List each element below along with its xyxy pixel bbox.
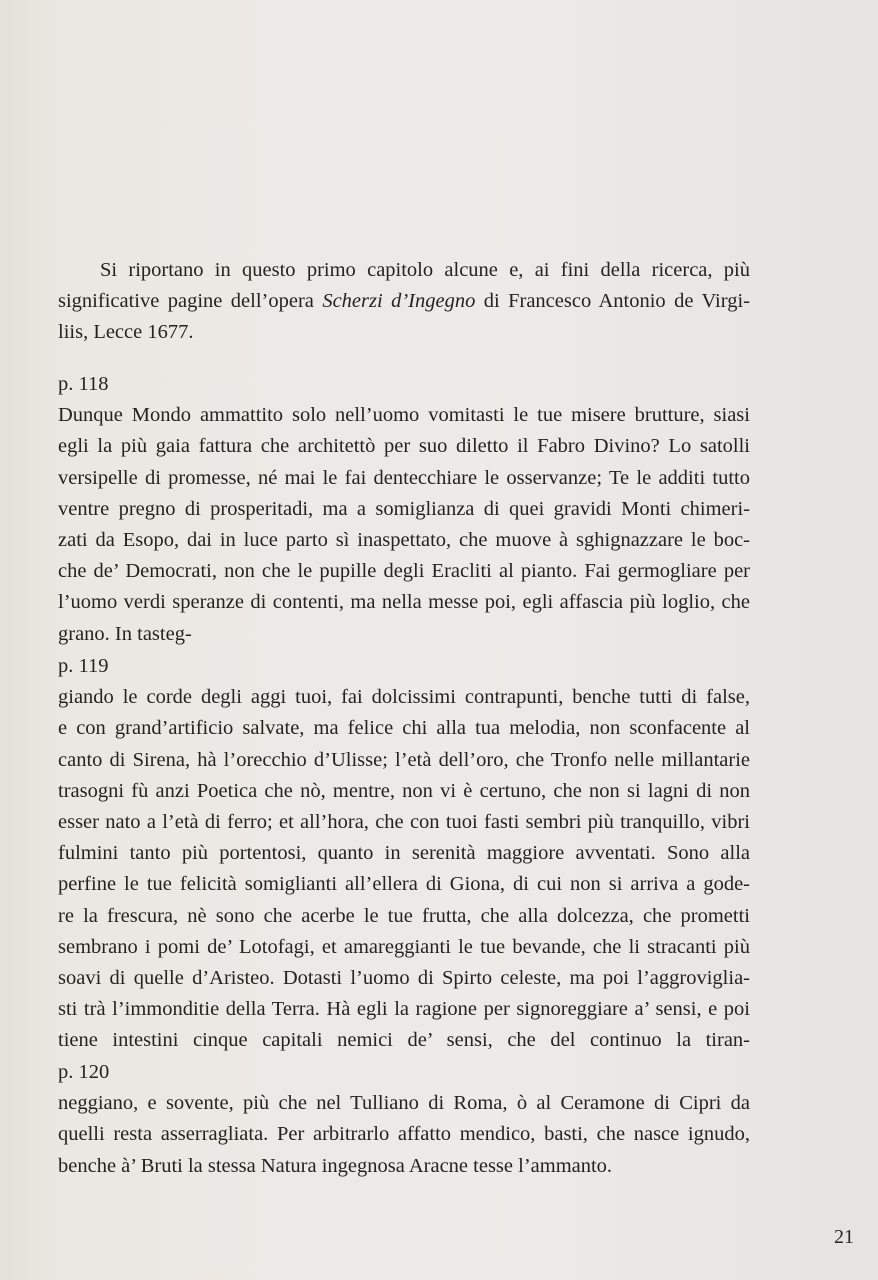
text-line: trasogni fù anzi Poetica che nò, mentre, non vi è certuno, che non si lagni di non (58, 779, 750, 802)
page-marker: p. 120 (58, 1061, 110, 1083)
text-line: tiene intestini cinque capitali nemici de’ sensi, che del continuo la tiran- (58, 1029, 750, 1052)
text-line: ventre pregno di prosperitadi, ma a somiglianza di quei gravidi Monti chimeri- (58, 497, 750, 520)
text-line: versipelle di promesse, né mai le fai dentecchiare le osservanze; Te le additi tutto (58, 466, 750, 489)
text-line: benche à’ Bruti la stessa Natura ingegnosa Aracne tesse l’ammanto. (58, 1154, 613, 1177)
text-line: sembrano i pomi de’ Lotofagi, et amareggianti le tue bevande, che li stracanti più (58, 935, 750, 958)
text-line: neggiano, e sovente, più che nel Tulliano di Roma, ò al Ceramone di Cipri da (58, 1092, 750, 1115)
intro-text-after: di Francesco Antonio de Virgi-liis, Lecce 1677. (58, 290, 750, 344)
text-line: canto di Sirena, hà l’orecchio d’Ulisse; l’età dell’oro, che Tronfo nelle millantarie (58, 748, 750, 771)
text-line: sti trà l’immonditie della Terra. Hà egli la ragione per signoreggiare a’ sensi, e poi (58, 998, 750, 1021)
text-line: e con grand’artificio salvate, ma felice chi alla tua melodia, non sconfacente al (58, 717, 750, 740)
text-line: perfine le tue felicità somiglianti all’ellera di Giona, di cui non si arriva a gode- (58, 873, 750, 896)
text-line: egli la più gaia fattura che architettò per suo diletto il Fabro Divino? Lo satolli (58, 435, 750, 458)
page-marker: p. 119 (58, 655, 109, 677)
text-line: quelli resta asserragliata. Per arbitrarlo affatto mendico, basti, che nasce ignudo, (58, 1123, 750, 1146)
text-line: Dunque Mondo ammattito solo nell’uomo vomitasti le tue misere brutture, siasi (58, 404, 750, 427)
intro-text-before: Si riportano in questo primo capitolo alcune e, ai fini della ricerca, più significative pagine dell’opera (58, 259, 750, 313)
text-line: che de’ Democrati, non che le pupille degli Eracliti al pianto. Fai germogliare per (58, 560, 750, 583)
intro-paragraph (58, 255, 750, 349)
section-p118 (58, 369, 750, 650)
work-title: Scherzi d’Ingegno (322, 290, 476, 313)
section-p119 (58, 651, 750, 1057)
text-line: fulmini tanto più portentosi, quanto in serenità maggiore avventati. Sono alla (58, 842, 750, 865)
intro-text (58, 255, 750, 349)
text-line: grano. In tasteg- (58, 622, 192, 645)
page-number: 21 (834, 1226, 854, 1248)
text-line: l’uomo verdi speranze di contenti, ma nella messe poi, egli affascia più loglio, che (58, 591, 750, 614)
text-line: esser nato a l’età di ferro; et all’hora, che con tuoi fasti sembri più tranquillo, vibri (58, 811, 750, 834)
section-p120 (58, 1057, 750, 1182)
text-line: soavi di quelle d’Aristeo. Dotasti l’uomo di Spirto celeste, ma poi l’aggroviglia- (58, 967, 750, 990)
text-line: giando le corde degli aggi tuoi, fai dolcissimi contrapunti, benche tutti di false, (58, 686, 750, 709)
page-marker: p. 118 (58, 373, 109, 395)
text-line: zati da Esopo, dai in luce parto sì inaspettato, che muove à sghignazzare le boc- (58, 529, 750, 552)
text-line: re la frescura, nè sono che acerbe le tue frutta, che alla dolcezza, che prometti (58, 904, 750, 927)
